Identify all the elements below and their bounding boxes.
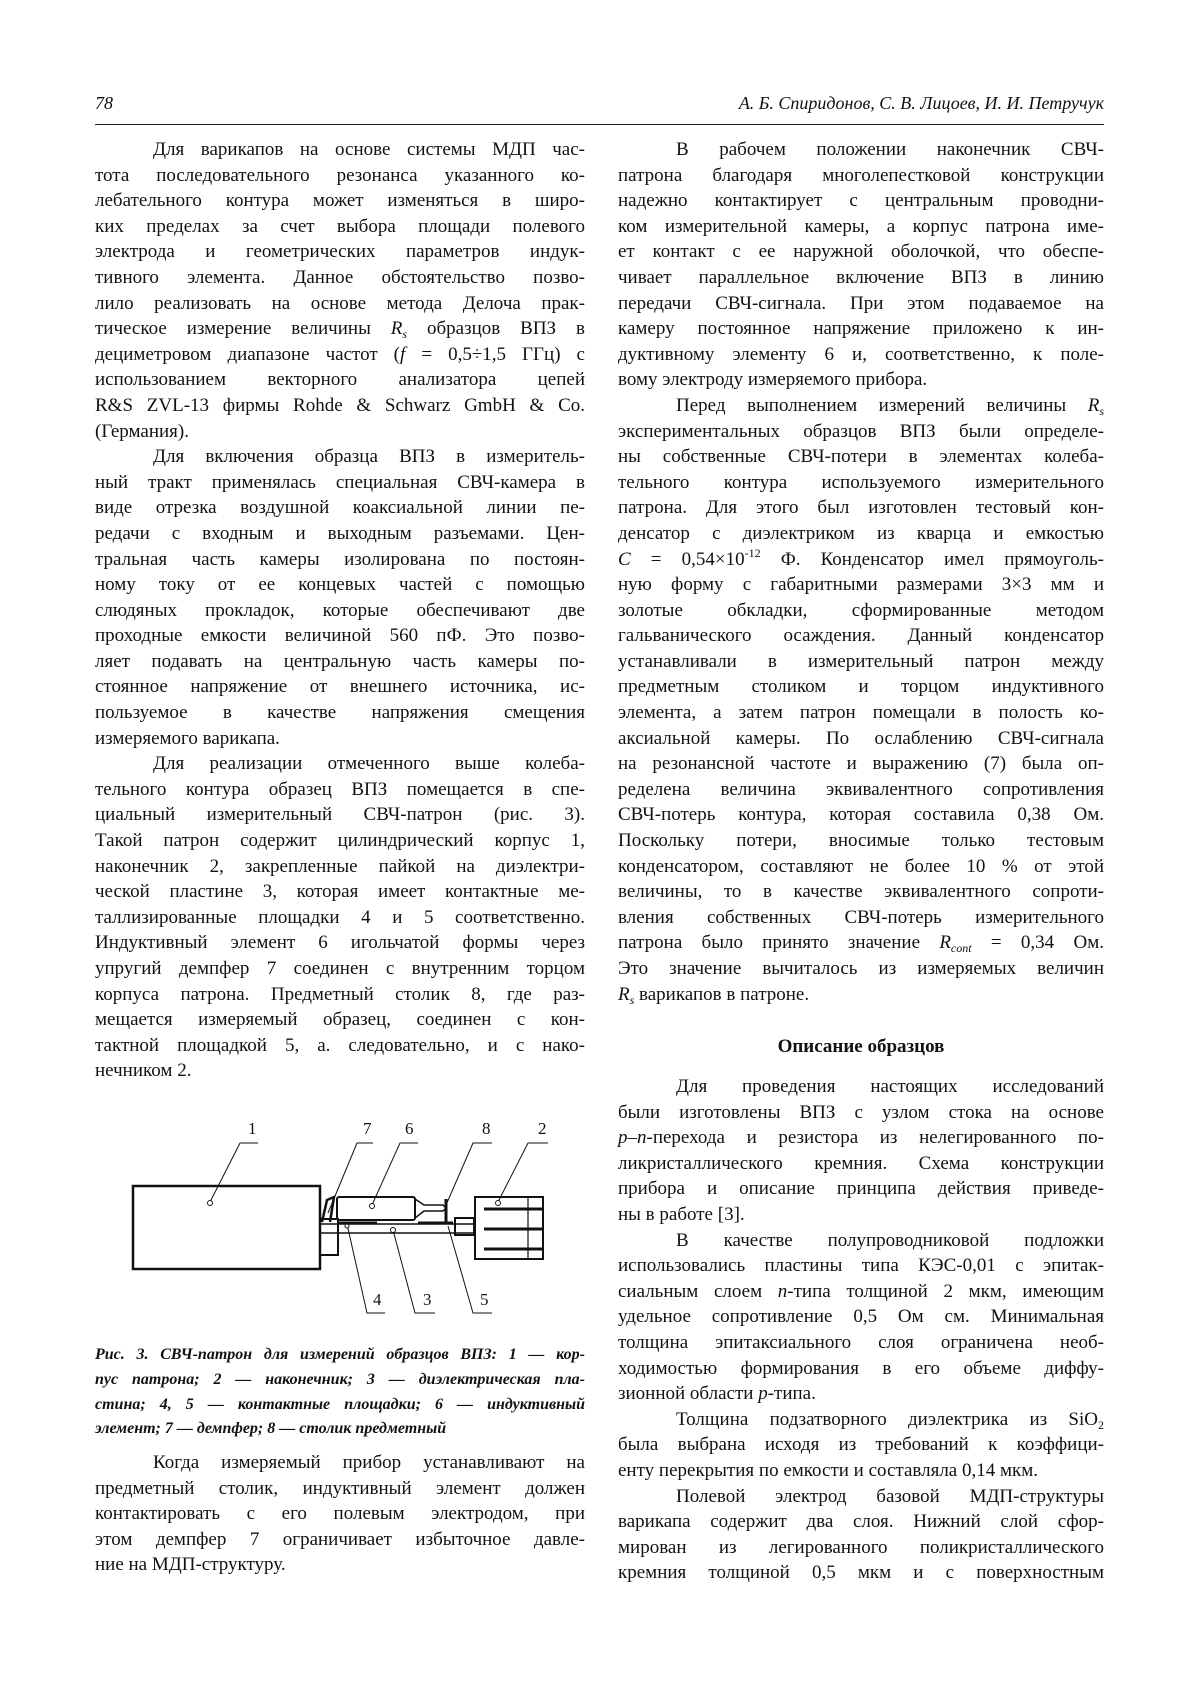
text-run: зионной области: [618, 1383, 759, 1405]
text-line: Такой патрон содержит цилиндрический корпус 1,: [95, 830, 585, 852]
text-line: надежно контактирует с центральным проводни-: [618, 190, 1104, 212]
text-line: устанавливали в измерительный патрон между: [618, 650, 1104, 672]
inductive-element-6: [337, 1197, 415, 1220]
text-line: ликристаллического кремния. Схема конструкции: [618, 1152, 1104, 1174]
text-line: Для проведения настоящих исследований: [676, 1076, 1104, 1097]
cartridge-body-1: [133, 1186, 320, 1269]
text-line: мирован из легированного поликристаллического: [618, 1536, 1104, 1558]
text-run: Ф. Конденсатор имел прямоуголь-: [760, 548, 1104, 570]
text-line: нечником 2.: [95, 1060, 192, 1082]
text-line: Это значение вычиталось из измеряемых величин: [618, 958, 1104, 979]
text-line: енту перекрытия по емкости и составляла 0,14 мкм.: [618, 1459, 1039, 1481]
text-run: = 0,5÷1,5 ГГц) с: [405, 343, 585, 365]
text-line: чивает параллельное включение ВПЗ в линию: [618, 266, 1104, 288]
text-line: Для реализации отмеченного выше колеба-: [153, 753, 585, 775]
text-run: -перехода и резистора из нелегированного по-: [646, 1127, 1104, 1149]
text-line: ет контакт с ее наружной оболочкой, что обеспе-: [618, 241, 1104, 263]
text-run: Перед выполнением измерений величины: [676, 394, 1088, 416]
text-line: виде отрезка воздушной коаксиальной линии пе-: [95, 497, 585, 519]
right-column-text-bottom: [618, 1074, 1104, 1586]
label-3: 3: [423, 1290, 432, 1309]
subscript: s: [1099, 403, 1104, 418]
needle-taper: [415, 1199, 446, 1218]
text-line: ному току от ее концевых частей с помощью: [95, 574, 585, 596]
text-line: патрона благодаря многолепестковой конструкции: [618, 164, 1104, 186]
text-line: пользуемое в качестве напряжения смещения: [95, 702, 585, 724]
text-line: наконечник 2, закрепленные пайкой на диэлектри-: [95, 855, 585, 877]
figure-caption: [95, 1343, 585, 1442]
italic-symbol: R: [939, 932, 951, 954]
text-run: патрона было принято значение: [618, 932, 940, 954]
text-run: сиальным слоем: [618, 1280, 778, 1302]
label-8: 8: [482, 1119, 491, 1138]
text-line: Для варикапов на основе системы МДП час-: [153, 139, 585, 160]
text-line: вому электроду измеряемого прибора.: [618, 369, 928, 391]
text-line: контактировать с его полевым электродом, при: [95, 1503, 585, 1525]
text-line: конденсатором, составляют не более 10 % от этой: [618, 855, 1104, 877]
text-line: удельное сопротивление 0,5 Ом см. Минимальная: [618, 1306, 1104, 1328]
text-run: -типа.: [767, 1383, 816, 1405]
text-line: использованием векторного анализатора цепей: [95, 369, 585, 391]
text-run: -типа толщиной 2 мкм, имеющим: [787, 1280, 1104, 1302]
italic-symbol: R: [390, 318, 403, 340]
text-line: ние на МДП-структуру.: [95, 1554, 286, 1576]
italic-symbol: n: [777, 1280, 788, 1302]
text-line: ны в работе [3].: [618, 1203, 745, 1225]
text-line: Полевой электрод базовой МДП-структуры: [676, 1485, 1104, 1507]
text-line: лило реализовать на основе метода Делоча прак-: [95, 292, 585, 314]
text-line: ческой пластине 3, которая имеет контактные ме-: [95, 881, 585, 903]
caption-line: пус патрона; 2 — наконечник; 3 — диэлектрическая пла-: [95, 1370, 585, 1388]
label-7: 7: [363, 1119, 372, 1138]
page-number: 78: [95, 93, 113, 113]
text-line: дуктивному элементу 6 и, соответственно, к поле-: [618, 343, 1104, 365]
label-5: 5: [480, 1290, 489, 1309]
text-line: толщина эпитаксиального слоя ограничена необ-: [618, 1331, 1104, 1353]
text-line: R&S ZVL-13 фирмы Rohde & Schwarz GmbH & Co.: [95, 394, 585, 416]
section-heading: Описание образцов: [777, 1036, 945, 1057]
text-line: В качестве полупроводниковой подложки: [676, 1229, 1104, 1251]
italic-symbol: p: [618, 1127, 628, 1149]
label-1: 1: [248, 1119, 257, 1138]
label-6: 6: [405, 1119, 414, 1138]
subscript: s: [629, 992, 635, 1007]
text-line: Для включения образца ВПЗ в измеритель-: [153, 446, 585, 468]
text-run: = 0,34 Ом.: [971, 932, 1104, 954]
text-line: [618, 1279, 1104, 1305]
text-line: [618, 1125, 1104, 1151]
text-line: экспериментальных образцов ВПЗ были определе-: [618, 420, 1104, 442]
italic-symbol: R: [618, 983, 630, 1005]
text-line: тральная часть камеры изолирована по постоян-: [95, 548, 585, 570]
text-line: вления собственных СВЧ-потерь измерительного: [618, 906, 1104, 928]
text-line: [618, 393, 1104, 419]
caption-line: стина; 4, 5 — контактные площадки; 6 — индуктивный: [95, 1395, 585, 1413]
caption-line: элемент; 7 — демпфер; 8 — столик предметный: [95, 1420, 447, 1438]
text-line: золотые обкладки, сформированные методом: [618, 599, 1104, 621]
text-line: этом демпфер 7 ограничивает избыточное давле-: [95, 1528, 585, 1550]
dielectric-plate-3: [320, 1224, 475, 1233]
text-line: [618, 1407, 1104, 1433]
text-line: стоянное напряжение от внешнего источника, ис-: [95, 676, 585, 698]
italic-symbol: n: [637, 1127, 647, 1149]
text-line: тактной площадкой 5, а. следовательно, и с нако-: [95, 1034, 585, 1056]
text-line: проходные емкости величиной 560 пФ. Это позво-: [95, 625, 585, 647]
right-column-text-top: [618, 137, 1104, 1007]
text-line: тивного элемента. Данное обстоятельство позво-: [95, 266, 585, 288]
text-line: ределена величина эквивалентного сопротивления: [618, 778, 1104, 800]
text-line: тельного контура используемого измерительного: [618, 471, 1104, 493]
text-line: ны собственные СВЧ-потери в элементах колеба-: [618, 446, 1104, 468]
text-line: прибора и описание принципа действия приведе-: [618, 1178, 1104, 1200]
text-line: Поскольку потери, вносимые только тестовым: [618, 830, 1104, 852]
text-line: В рабочем положении наконечник СВЧ-: [676, 139, 1104, 160]
text-line: камеру постоянное напряжение приложено к ин-: [618, 318, 1104, 340]
text-run: –: [627, 1127, 637, 1149]
text-line: ком измерительной камеры, а корпус патрона име-: [618, 215, 1104, 237]
text-line: упругий демпфер 7 соединен с внутренним торцом: [95, 958, 585, 979]
text-line: ходимостью формирования в его объеме диффу-: [618, 1357, 1104, 1379]
text-line: были изготовлены ВПЗ с узлом стока на основе: [618, 1101, 1104, 1123]
text-line: величины, то в качестве эквивалентного сопроти-: [618, 881, 1104, 903]
italic-symbol: C: [618, 548, 631, 570]
text-line: предметный столик, индуктивный элемент должен: [95, 1477, 585, 1499]
subscript: 2: [1098, 1417, 1104, 1432]
italic-symbol: R: [1087, 394, 1100, 416]
text-line: мещается измеряемый образец, соединен с кон-: [95, 1009, 585, 1031]
label-4: 4: [373, 1290, 382, 1309]
text-line: [95, 316, 585, 342]
text-line: ляет подавать на центральную часть камеры по-: [95, 650, 585, 672]
text-line: СВЧ-потерь контура, которая составила 0,38 Ом.: [618, 804, 1104, 826]
text-line: была выбрана исходя из требований к коэффици-: [618, 1434, 1104, 1456]
subscript: cont: [950, 941, 972, 956]
text-line: циальный измерительный СВЧ-патрон (рис. 3).: [95, 804, 585, 826]
text-line: измеряемого варикапа.: [95, 727, 280, 749]
text-line: Когда измеряемый прибор устанавливают на: [153, 1452, 585, 1473]
text-run: = 0,54×10: [630, 548, 745, 570]
text-line: Индуктивный элемент 6 игольчатой формы через: [95, 932, 585, 954]
text-line: [618, 982, 1104, 1008]
text-line: тельного контура образец ВПЗ помещается в спе-: [95, 778, 585, 800]
caption-line: Рис. 3. СВЧ-патрон для измерений образцов ВПЗ: 1 — кор-: [95, 1346, 585, 1363]
text-line: (Германия).: [95, 420, 189, 442]
text-line: электрода и геометрических параметров индук-: [95, 241, 585, 263]
text-line: ную форму с габаритными размерами 3×3 мм и: [618, 574, 1104, 596]
text-line: аксиальной камеры. По ослаблению СВЧ-сигнала: [618, 727, 1104, 749]
text-line: денсатор с диэлектриком из кварца и емкостью: [618, 522, 1104, 544]
text-line: на резонансной частоте и выражению (7) была оп-: [618, 753, 1104, 775]
subscript: s: [402, 327, 408, 342]
text-line: [618, 1381, 1104, 1407]
text-line: тота последовательного резонанса указанного ко-: [95, 164, 585, 186]
label-2: 2: [538, 1119, 547, 1138]
text-run: Толщина подзатворного диэлектрика из SiO: [676, 1408, 1098, 1430]
superscript: -12: [744, 545, 761, 560]
italic-symbol: f: [400, 343, 406, 365]
text-line: варикапа содержит два слоя. Нижний слой сфор-: [618, 1511, 1104, 1533]
text-line: предметным столиком и торцом индуктивного: [618, 676, 1104, 698]
text-line: редачи с входным и выходным разъемами. Цен-: [95, 522, 585, 544]
text-line: лебательного контура может изменяться в широ-: [95, 190, 585, 212]
text-line: ный тракт применялась специальная СВЧ-камера в: [95, 471, 585, 493]
left-column-text-bottom: [95, 1450, 585, 1578]
header-rule: [95, 124, 1104, 125]
text-line: слюдяных прокладок, которые обеспечивают две: [95, 599, 585, 621]
text-line: патрона. Для этого был изготовлен тестовый кон-: [618, 497, 1104, 519]
text-run: тическое измерение величины: [95, 318, 391, 340]
text-line: [618, 930, 1104, 956]
text-line: использовались пластины типа КЭС-0,01 с эпитак-: [618, 1255, 1104, 1277]
italic-symbol: p: [758, 1383, 768, 1405]
text-run: варикапов в патроне.: [634, 983, 810, 1005]
figure-3-microwave-cartridge-diagram: [120, 1110, 560, 1330]
text-line: [618, 547, 1104, 573]
text-run: дециметровом диапазоне частот (: [95, 343, 401, 365]
text-line: [95, 342, 585, 368]
text-run: образцов ВПЗ в: [407, 318, 585, 340]
text-line: элемента, а затем патрон помещали в полость ко-: [618, 702, 1104, 724]
text-line: корпуса патрона. Предметный столик 8, где раз-: [95, 983, 585, 1005]
left-column-text-top: [95, 137, 585, 1084]
running-header-authors: А. Б. Спиридонов, С. В. Лицоев, И. И. Петручук: [738, 93, 1104, 113]
text-line: ких пределах за счет выбора площади полевого: [95, 215, 585, 237]
text-line: таллизированные площадки 4 и 5 соответственно.: [95, 906, 585, 928]
text-line: гальванического осаждения. Данный конденсатор: [618, 625, 1104, 647]
text-line: кремния толщиной 0,5 мкм и с поверхностным: [618, 1562, 1104, 1584]
text-line: передачи СВЧ-сигнала. При этом подаваемое на: [618, 292, 1104, 314]
